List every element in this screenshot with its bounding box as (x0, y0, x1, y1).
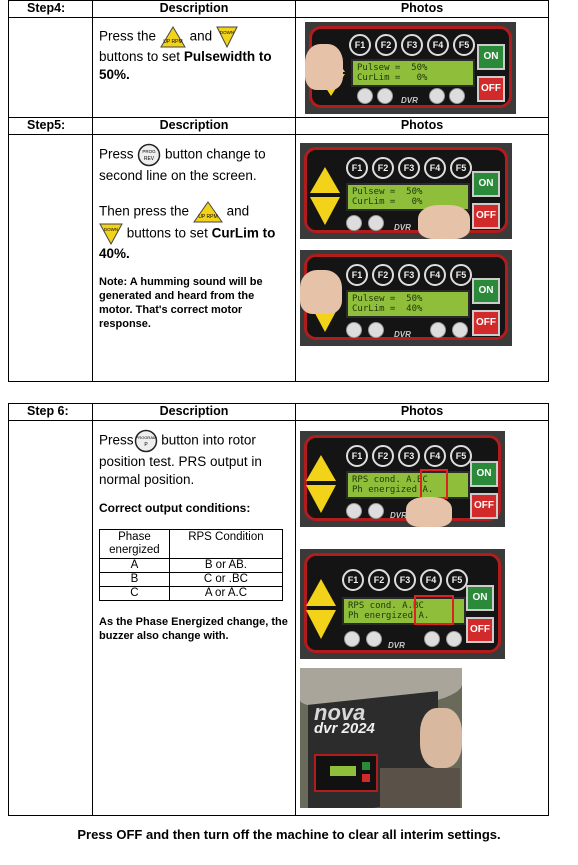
step4-panel-photo (305, 22, 516, 114)
step5-blank-cell (9, 135, 93, 382)
f2-button: F2 (372, 264, 394, 286)
rps-cell: A or A.C (169, 587, 282, 601)
program-button (429, 88, 445, 104)
f2-button: F2 (372, 157, 394, 179)
off-button: OFF (466, 617, 494, 643)
step6-panel-photo-b (300, 549, 505, 659)
fwd-rev-button (452, 322, 468, 338)
f1-button: F1 (346, 264, 368, 286)
lcd-screen: RPS cond. A.BC Ph energized A. (346, 471, 470, 499)
step6-description (93, 421, 296, 816)
step6-note: As the Phase Energized change, the buzzer also change with. (99, 616, 288, 642)
step4-text-and: and (189, 28, 213, 44)
f3-button: F3 (398, 264, 420, 286)
f5-button: F5 (446, 569, 468, 591)
program-icon (134, 429, 158, 453)
step5-line1-post: button change to second line on the screen. (99, 146, 266, 183)
step5-note: Note: A humming sound will be generated and heard from the motor. That's correct motor response. (99, 276, 263, 330)
step6-photos-header: Photos (296, 404, 549, 421)
mode-button (346, 322, 362, 338)
down-rpm-icon (216, 26, 238, 48)
finger (406, 497, 452, 527)
on-button: ON (472, 171, 500, 197)
thumb (300, 270, 342, 314)
phase-table (99, 529, 283, 601)
step5-line2-post: buttons to set (126, 225, 208, 241)
select-button (368, 215, 384, 231)
f4-button: F4 (427, 34, 449, 56)
on-button: ON (466, 585, 494, 611)
rps-cell: C or .BC (169, 573, 282, 587)
f2-button: F2 (368, 569, 390, 591)
finger (418, 205, 470, 239)
f1-button: F1 (349, 34, 371, 56)
off-button: OFF (477, 76, 505, 102)
step5-desc-header: Description (93, 118, 296, 135)
step5-label: Step5: (9, 118, 93, 135)
f5-button: F5 (450, 445, 472, 467)
dvr-brand-logo: dvr 2024 (314, 720, 375, 737)
up-rpm-icon (160, 26, 186, 48)
f4-button: F4 (424, 157, 446, 179)
up-rpm-icon (193, 201, 223, 223)
step4-blank-cell (9, 18, 93, 118)
f3-button: F3 (394, 569, 416, 591)
on-button: ON (477, 44, 505, 70)
off-button: OFF (472, 203, 500, 229)
select-button (368, 503, 384, 519)
program-button (424, 631, 440, 647)
f1-button: F1 (346, 445, 368, 467)
phase-header: Phase energized (100, 530, 170, 559)
svg-text:UP RPM: UP RPM (163, 39, 183, 45)
highlight-box (420, 469, 448, 499)
step6-line1-post: button into rotor position test. PRS output in normal position. (99, 432, 262, 487)
rps-cell: B or AB. (169, 559, 282, 573)
f1-button: F1 (346, 157, 368, 179)
f3-button: F3 (401, 34, 423, 56)
highlight-box (414, 595, 454, 625)
lcd-screen: Pulsew = 50% CurLim = 40% (346, 290, 470, 318)
step6-panel-photo-a (300, 431, 505, 527)
up-down-rpm-icon (306, 455, 336, 513)
fwd-rev-button (446, 631, 462, 647)
dvr-logo: DVR (394, 223, 411, 232)
lcd-screen: RPS cond. A.BC Ph energized A. (342, 597, 466, 625)
step4-text-post: buttons to set (99, 49, 181, 64)
on-button: ON (472, 278, 500, 304)
f3-button: F3 (398, 157, 420, 179)
step4-text-bold: Pulsewidth to 50%. (99, 49, 272, 82)
f3-button: F3 (398, 445, 420, 467)
f5-button: F5 (450, 264, 472, 286)
lcd-screen: Pulsew = 50% CurLim = 0% (346, 183, 470, 211)
svg-text:DOWN: DOWN (219, 30, 234, 35)
dvr-logo: DVR (394, 330, 411, 339)
mode-button (346, 503, 362, 519)
step5-description (93, 135, 296, 382)
select-button (368, 322, 384, 338)
step6-blank-cell (9, 421, 93, 816)
step5-line1-pre: Press (99, 146, 134, 162)
program-button (430, 322, 446, 338)
step4-desc-header: Description (93, 1, 296, 18)
step6-label: Step 6: (9, 404, 93, 421)
step5-line2-and: and (226, 203, 250, 219)
step4-label: Step4: (9, 1, 93, 18)
f4-button: F4 (420, 569, 442, 591)
svg-text:DOWN: DOWN (103, 227, 119, 232)
f2-button: F2 (372, 445, 394, 467)
svg-text:PROGRAM: PROGRAM (135, 435, 156, 440)
select-button (366, 631, 382, 647)
phase-cell: B (100, 573, 170, 587)
step5-line2-pre: Then press the (99, 203, 190, 219)
off-button: OFF (472, 310, 500, 336)
step4-description (93, 18, 296, 118)
lcd-screen: Pulsew = 50% CurLim = 0% (351, 59, 475, 87)
up-down-rpm-icon (310, 167, 340, 225)
svg-text:P: P (143, 442, 148, 448)
footer-instruction: Press OFF and then turn off the machine to clear all interim settings. (77, 827, 501, 842)
step5-panel-photo-a (300, 143, 512, 239)
step6-cond-title: Correct output conditions: (99, 501, 251, 515)
dvr-logo: DVR (388, 641, 405, 650)
off-button: OFF (470, 493, 498, 519)
rps-header: RPS Condition (169, 530, 282, 559)
step5-photos-header: Photos (296, 118, 549, 135)
up-down-rpm-icon (306, 579, 336, 639)
down-rpm-icon (99, 223, 123, 245)
step4-photos-header: Photos (296, 1, 549, 18)
step5-line2-bold: CurLim to 40%. (99, 225, 276, 261)
step5-panel-photo-b (300, 250, 512, 346)
f5-button: F5 (453, 34, 475, 56)
svg-text:PROG: PROG (142, 149, 156, 154)
phase-cell: A (100, 559, 170, 573)
mode-button (346, 215, 362, 231)
machine-photo (300, 668, 462, 808)
dvr-logo: DVR (401, 96, 418, 105)
step6-line1-pre: Press (99, 432, 134, 448)
f1-button: F1 (342, 569, 364, 591)
nova-logo: nova (314, 700, 366, 725)
select-button (377, 88, 393, 104)
mode-button (357, 88, 373, 104)
svg-text:REV: REV (144, 156, 155, 162)
step4-text-pre: Press the (99, 28, 157, 44)
thumb (305, 44, 343, 90)
f5-button: F5 (450, 157, 472, 179)
phase-cell: C (100, 587, 170, 601)
f2-button: F2 (375, 34, 397, 56)
f4-button: F4 (424, 445, 446, 467)
fwd-rev-button (449, 88, 465, 104)
program-rev-icon (137, 143, 161, 167)
f4-button: F4 (424, 264, 446, 286)
mode-button (344, 631, 360, 647)
dvr-logo: DVR (390, 511, 407, 520)
small-panel (314, 754, 378, 792)
svg-text:UP RPM: UP RPM (198, 214, 218, 220)
step6-desc-header: Description (93, 404, 296, 421)
on-button: ON (470, 461, 498, 487)
